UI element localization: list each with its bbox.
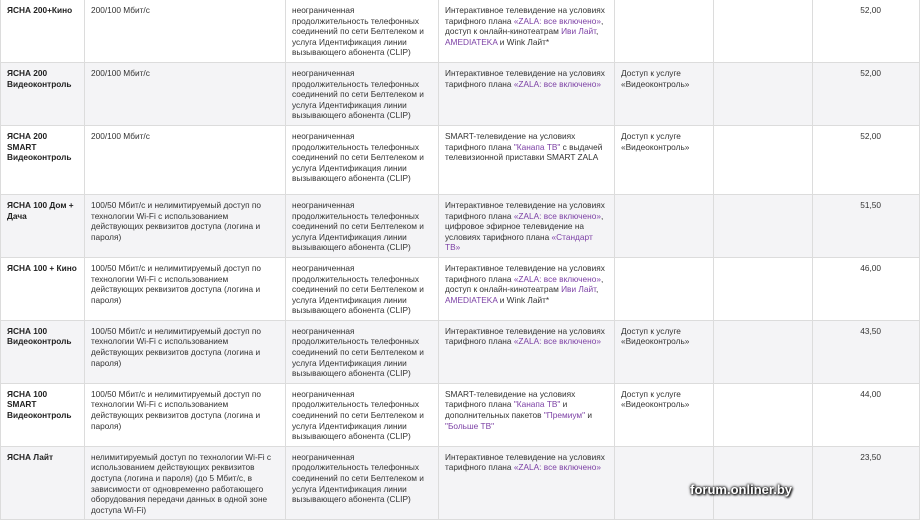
internet-speed-cell: 100/50 Мбит/с и нелимитируемый доступ по технологии Wi-Fi с использованием действующих реквизитов доступа (логина и пароля) [85, 257, 286, 320]
tv-text: , [595, 284, 599, 295]
tv-text: SMART-телевидение на условиях тарифного плана [445, 388, 576, 410]
phone-service-cell: неограниченная продолжительность телефонных соединений по сети Белтелеком и услуга Идентификация линии вызывающего абонента (CLIP) [286, 446, 439, 520]
price-cell: 44,00 [813, 383, 920, 446]
tariff-name-cell: ЯСНА 200 Видеоконтроль [1, 62, 85, 125]
tv-text: и Wink Лайт* [497, 36, 550, 47]
extra-service-cell: Доступ к услуге «Видеоконтроль» [615, 320, 714, 383]
tariff-link[interactable]: "Канапа ТВ" [513, 141, 561, 152]
tariff-name-cell: ЯСНА Лайт [1, 446, 85, 520]
internet-speed-cell: нелимитируемый доступ по технологии Wi-Fi с использованием действующих реквизитов доступа (логина и пароля) (до 5 Мбит/с, в зависимости от одновременно работающего оборудования передачи данных в одной зоне доступа Wi-Fi) [85, 446, 286, 520]
tariff-link[interactable]: AMEDIATEKA [445, 294, 498, 305]
phone-service-cell: неограниченная продолжительность телефонных соединений по сети Белтелеком и услуга Идентификация линии вызывающего абонента (CLIP) [286, 383, 439, 446]
tv-service-cell [439, 62, 615, 125]
price-cell: 43,50 [813, 320, 920, 383]
phone-service-cell: неограниченная продолжительность телефонных соединений по сети Белтелеком и услуга Идентификация линии вызывающего абонента (CLIP) [286, 0, 439, 62]
internet-speed-cell: 200/100 Мбит/с [85, 125, 286, 194]
tariff-link[interactable]: «ZALA: все включено» [513, 78, 601, 89]
empty-cell [714, 62, 813, 125]
extra-service-cell [615, 257, 714, 320]
tv-text: Интерактивное телевидение на условиях тарифного плана [445, 67, 605, 89]
phone-service-cell: неограниченная продолжительность телефонных соединений по сети Белтелеком и услуга Идентификация линии вызывающего абонента (CLIP) [286, 125, 439, 194]
tv-service-cell [439, 0, 615, 62]
internet-speed-cell: 200/100 Мбит/с [85, 0, 286, 62]
tv-text: SMART-телевидение на условиях тарифного плана [445, 130, 576, 152]
phone-service-cell: неограниченная продолжительность телефонных соединений по сети Белтелеком и услуга Идентификация линии вызывающего абонента (CLIP) [286, 194, 439, 257]
price-cell: 52,00 [813, 0, 920, 62]
tv-text: Интерактивное телевидение на условиях тарифного плана [445, 325, 605, 347]
price-cell: 23,50 [813, 446, 920, 520]
price-cell: 52,00 [813, 62, 920, 125]
phone-service-cell: неограниченная продолжительность телефонных соединений по сети Белтелеком и услуга Идентификация линии вызывающего абонента (CLIP) [286, 320, 439, 383]
tv-service-cell [439, 194, 615, 257]
tariff-link[interactable]: Иви Лайт [561, 284, 596, 295]
empty-cell [714, 257, 813, 320]
tv-text: , доступ к онлайн-кинотеатрам [445, 273, 604, 295]
tariff-table-body [1, 0, 920, 520]
price-cell: 51,50 [813, 194, 920, 257]
extra-service-cell: Доступ к услуге «Видеоконтроль» [615, 383, 714, 446]
empty-cell [714, 383, 813, 446]
tv-text: Интерактивное телевидение на условиях тарифного плана [445, 5, 605, 26]
tariff-link[interactable]: Иви Лайт [561, 26, 596, 37]
tariff-link[interactable]: «Стандарт ТВ» [445, 231, 593, 253]
table-row [1, 194, 920, 257]
empty-cell [714, 194, 813, 257]
internet-speed-cell: 100/50 Мбит/с и нелимитируемый доступ по технологии Wi-Fi с использованием действующих реквизитов доступа (логина и пароля) [85, 194, 286, 257]
table-row [1, 383, 920, 446]
price-cell: 46,00 [813, 257, 920, 320]
tariff-link[interactable]: AMEDIATEKA [445, 36, 498, 47]
price-cell: 52,00 [813, 125, 920, 194]
tariff-name-cell: ЯСНА 100 Видеоконтроль [1, 320, 85, 383]
tv-text: и Wink Лайт* [497, 294, 550, 305]
tv-service-cell [439, 257, 615, 320]
tv-text: и [585, 410, 592, 421]
tv-text: , доступ к онлайн-кинотеатрам [445, 15, 604, 37]
phone-service-cell: неограниченная продолжительность телефонных соединений по сети Белтелеком и услуга Идентификация линии вызывающего абонента (CLIP) [286, 62, 439, 125]
watermark: forum.onliner.by [690, 482, 792, 498]
internet-speed-cell: 100/50 Мбит/с и нелимитируемый доступ по технологии Wi-Fi с использованием действующих реквизитов доступа (логина и пароля) [85, 383, 286, 446]
tariff-name-cell: ЯСНА 100 SMART Видеоконтроль [1, 383, 85, 446]
tv-text: и дополнительных пакетов [445, 399, 568, 421]
tv-service-cell [439, 383, 615, 446]
tv-service-cell [439, 320, 615, 383]
tariff-name-cell: ЯСНА 100 Дом + Дача [1, 194, 85, 257]
internet-speed-cell: 100/50 Мбит/с и нелимитируемый доступ по технологии Wi-Fi с использованием действующих реквизитов доступа (логина и пароля) [85, 320, 286, 383]
tariff-link[interactable]: «ZALA: все включено» [513, 15, 601, 26]
empty-cell [714, 0, 813, 62]
tariff-link[interactable]: "Больше ТВ" [445, 420, 495, 431]
extra-service-cell: Доступ к услуге «Видеоконтроль» [615, 125, 714, 194]
table-row [1, 62, 920, 125]
tv-service-cell [439, 446, 615, 520]
empty-cell [714, 320, 813, 383]
table-row [1, 257, 920, 320]
tariff-name-cell: ЯСНА 200 SMART Видеоконтроль [1, 125, 85, 194]
internet-speed-cell: 200/100 Мбит/с [85, 62, 286, 125]
extra-service-cell: Доступ к услуге «Видеоконтроль» [615, 62, 714, 125]
tv-text: Интерактивное телевидение на условиях тарифного плана [445, 199, 605, 221]
tv-text: Интерактивное телевидение на условиях тарифного плана [445, 262, 605, 284]
tv-text: с выдачей телевизионной приставки SMART ZALA [445, 141, 603, 163]
tariff-link[interactable]: "Премиум" [543, 410, 586, 421]
tariff-link[interactable]: «ZALA: все включено» [513, 273, 601, 284]
table-row [1, 125, 920, 194]
tv-service-cell [439, 125, 615, 194]
extra-service-cell [615, 0, 714, 62]
tv-text: , [595, 26, 599, 37]
table-row [1, 320, 920, 383]
tariff-name-cell: ЯСНА 100 + Кино [1, 257, 85, 320]
table-row [1, 0, 920, 62]
tariff-link[interactable]: «ZALA: все включено» [513, 210, 601, 221]
tv-text: Интерактивное телевидение на условиях тарифного плана [445, 451, 605, 473]
phone-service-cell: неограниченная продолжительность телефонных соединений по сети Белтелеком и услуга Идентификация линии вызывающего абонента (CLIP) [286, 257, 439, 320]
tv-text: , цифровое эфирное телевидение на условиях тарифного плана [445, 210, 604, 242]
tariff-link[interactable]: «ZALA: все включено» [513, 462, 601, 473]
tariff-name-cell: ЯСНА 200+Кино [1, 0, 85, 62]
empty-cell [714, 125, 813, 194]
tariff-link[interactable]: «ZALA: все включено» [513, 336, 601, 347]
extra-service-cell [615, 194, 714, 257]
tariff-link[interactable]: "Канапа ТВ" [513, 399, 561, 410]
